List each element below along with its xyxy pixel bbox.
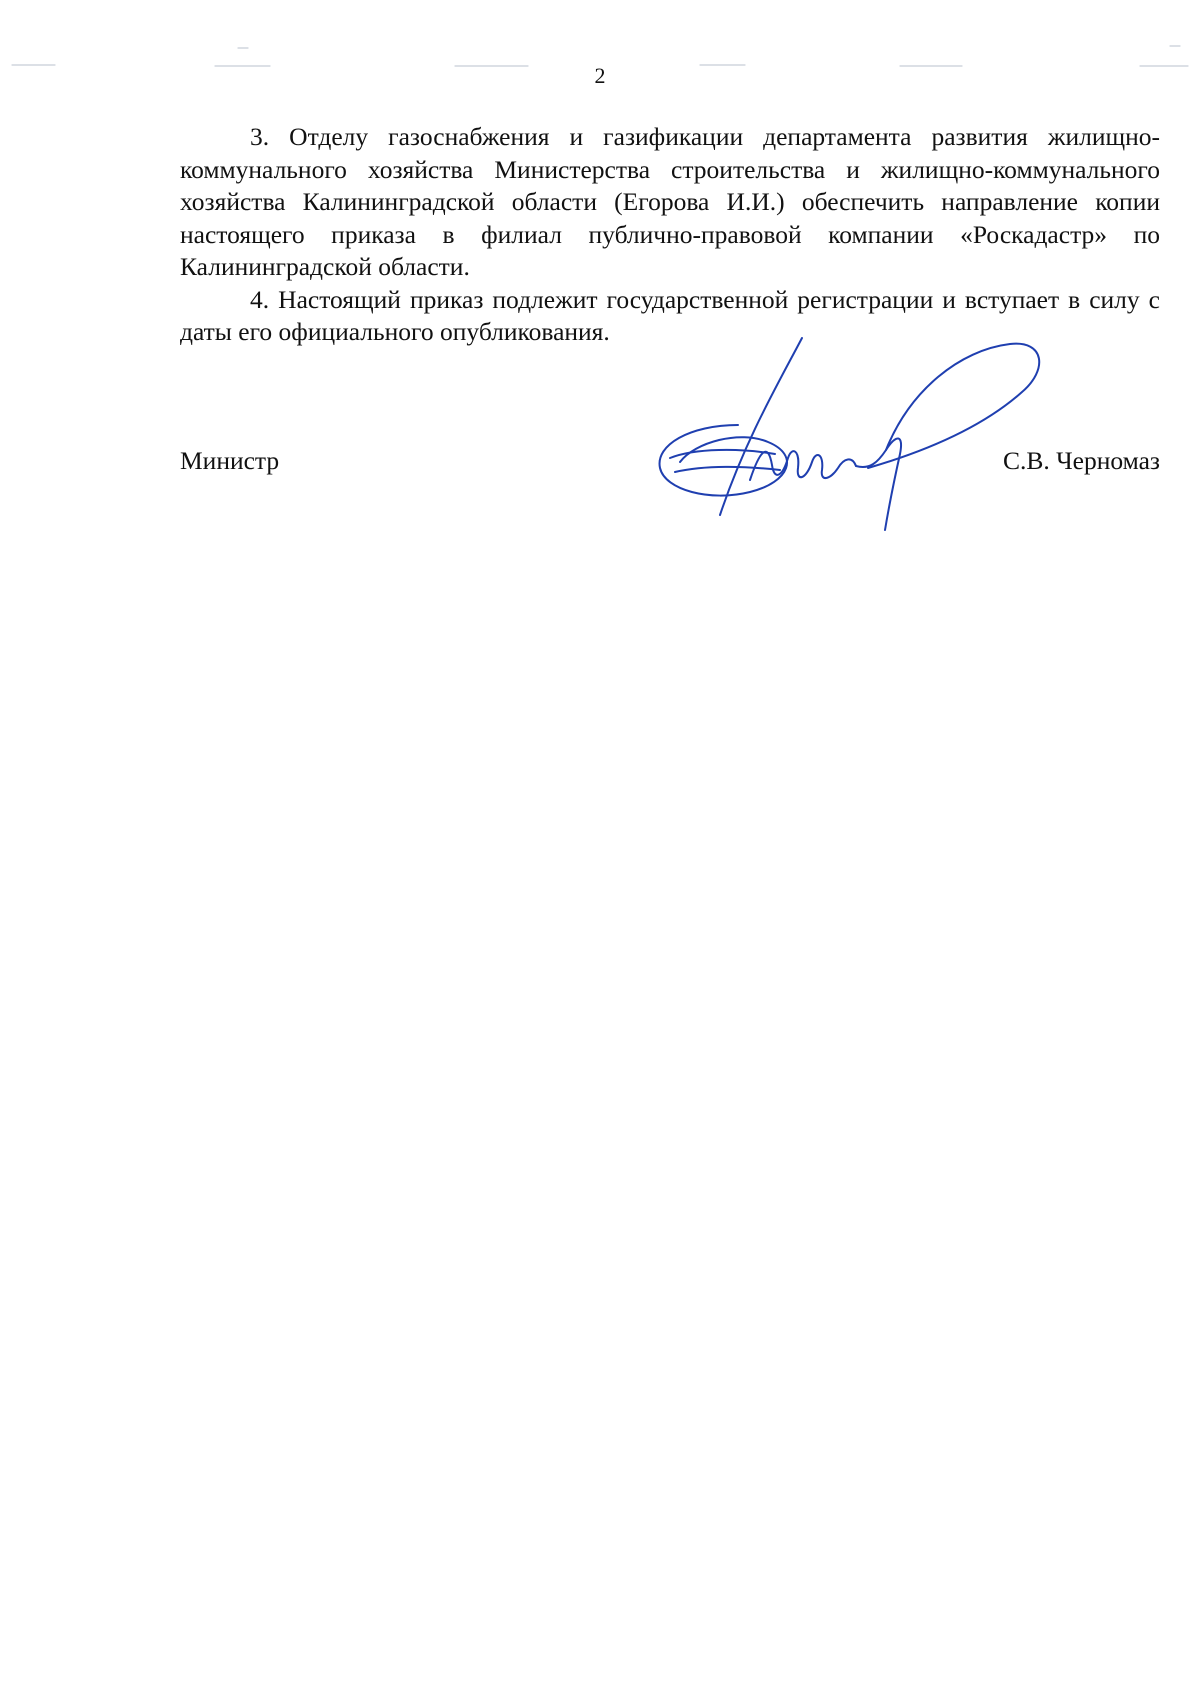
signatory-name: С.В. Черномаз bbox=[1002, 446, 1160, 475]
paragraph-4: 4. Настоящий приказ подлежит государственной регистрации и вступает в силу с даты его официального опубликования. bbox=[180, 284, 1160, 346]
paragraph-3: 3. Отделу газоснабжения и газификации департамента развития жилищно-коммунального хозяйства Министерства строительства и жилищно-коммунального хозяйства Калининградской области (Егорова И.И.) обеспечить направление копии настоящего приказа в филиал публично-правовой компании «Роскадастр» по Калининградской области. bbox=[180, 122, 1160, 281]
handwritten-signature bbox=[650, 330, 1060, 540]
page-number: 2 bbox=[594, 63, 606, 88]
signatory-position: Министр bbox=[180, 446, 280, 475]
document-body bbox=[180, 121, 1160, 349]
